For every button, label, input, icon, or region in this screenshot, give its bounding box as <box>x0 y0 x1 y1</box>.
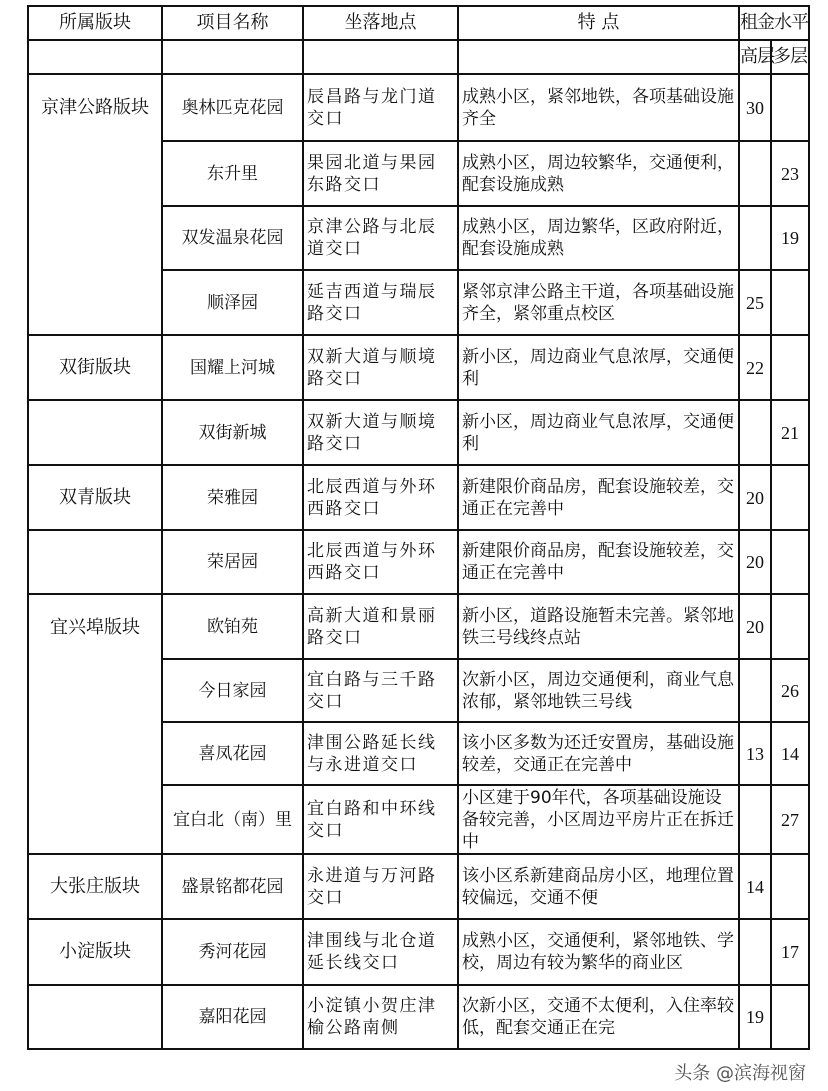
high-cell: 14 <box>739 854 771 919</box>
multi-cell: 19 <box>771 206 809 270</box>
features-cell: 次新小区，交通不太便利，入住率较低，配套交通正在完 <box>458 985 739 1049</box>
block-cell: 京津公路版块 <box>28 74 162 335</box>
location-cell: 津围公路延长线与永进道交口 <box>303 722 458 785</box>
location-cell: 双新大道与顺境路交口 <box>303 335 458 400</box>
features-cell: 新小区，道路设施暂未完善。紧邻地铁三号线终点站 <box>458 594 739 659</box>
location-cell: 宜白路与三千路交口 <box>303 659 458 722</box>
high-cell: 30 <box>739 74 771 141</box>
high-cell: 22 <box>739 335 771 400</box>
name-cell: 荣居园 <box>162 530 303 594</box>
table-row <box>28 465 809 530</box>
subheader-row <box>28 40 809 74</box>
empty-cell <box>28 400 162 465</box>
multi-cell <box>771 594 809 659</box>
features-cell: 该小区多数为还迁安置房，基础设施较差，交通正在完善中 <box>458 722 739 785</box>
table-row <box>28 854 809 919</box>
features-cell: 新小区，周边商业气息浓厚，交通便利 <box>458 335 739 400</box>
name-cell: 盛景铭都花园 <box>162 854 303 919</box>
location-cell: 果园北道与果园东路交口 <box>303 141 458 206</box>
high-cell <box>739 659 771 722</box>
location-cell: 北辰西道与外环西路交口 <box>303 465 458 530</box>
multi-cell <box>771 270 809 335</box>
header-block: 所属版块 <box>28 6 162 40</box>
features-cell: 次新小区，周边交通便利，商业气息浓郁，紧邻地铁三号线 <box>458 659 739 722</box>
header-row <box>28 6 809 40</box>
name-cell: 喜凤花园 <box>162 722 303 785</box>
table-row <box>28 530 809 594</box>
empty-cell <box>303 40 458 74</box>
high-cell <box>739 400 771 465</box>
empty-cell <box>28 530 162 594</box>
header-name: 项目名称 <box>162 6 303 40</box>
high-cell: 19 <box>739 985 771 1049</box>
name-cell: 东升里 <box>162 141 303 206</box>
location-cell: 永进道与万河路交口 <box>303 854 458 919</box>
high-cell: 20 <box>739 530 771 594</box>
name-cell: 宜白北（南）里 <box>162 785 303 854</box>
high-cell: 20 <box>739 594 771 659</box>
high-cell <box>739 785 771 854</box>
header-multi: 多层 <box>771 40 809 74</box>
high-cell <box>739 919 771 985</box>
features-cell: 成熟小区，紧邻地铁，各项基础设施齐全 <box>458 74 739 141</box>
watermark: 头条 @滨海视窗 <box>674 1063 806 1084</box>
high-cell <box>739 206 771 270</box>
header-location: 坐落地点 <box>303 6 458 40</box>
table-row <box>28 594 809 659</box>
location-cell: 宜白路和中环线交口 <box>303 785 458 854</box>
name-cell: 奥林匹克花园 <box>162 74 303 141</box>
features-cell: 小区建于90年代，各项基础设施设备较完善，小区周边平房片正在拆迁中 <box>458 785 739 854</box>
empty-cell <box>458 40 739 74</box>
table-row <box>28 400 809 465</box>
table-row <box>28 985 809 1049</box>
location-cell: 北辰西道与外环西路交口 <box>303 530 458 594</box>
location-cell: 京津公路与北辰道交口 <box>303 206 458 270</box>
features-cell: 新建限价商品房，配套设施较差，交通正在完善中 <box>458 530 739 594</box>
table-row <box>28 335 809 400</box>
location-cell: 双新大道与顺境路交口 <box>303 400 458 465</box>
multi-cell <box>771 530 809 594</box>
location-cell: 延吉西道与瑞辰路交口 <box>303 270 458 335</box>
name-cell: 今日家园 <box>162 659 303 722</box>
name-cell: 双发温泉花园 <box>162 206 303 270</box>
block-cell: 小淀版块 <box>28 919 162 985</box>
empty-cell <box>28 40 162 74</box>
rental-table <box>27 5 810 1050</box>
location-cell: 辰昌路与龙门道交口 <box>303 74 458 141</box>
block-cell: 大张庄版块 <box>28 854 162 919</box>
multi-cell <box>771 985 809 1049</box>
multi-cell: 27 <box>771 785 809 854</box>
multi-cell: 21 <box>771 400 809 465</box>
block-cell: 宜兴埠版块 <box>28 594 162 854</box>
multi-cell <box>771 74 809 141</box>
multi-cell <box>771 854 809 919</box>
header-high: 高层 <box>739 40 771 74</box>
name-cell: 欧铂苑 <box>162 594 303 659</box>
header-rent: 租金水平 <box>739 6 809 40</box>
block-cell: 双街版块 <box>28 335 162 400</box>
multi-cell: 26 <box>771 659 809 722</box>
name-cell: 双街新城 <box>162 400 303 465</box>
high-cell: 13 <box>739 722 771 785</box>
empty-cell <box>28 985 162 1049</box>
block-cell: 双青版块 <box>28 465 162 530</box>
features-cell: 新建限价商品房，配套设施较差，交通正在完善中 <box>458 465 739 530</box>
multi-cell <box>771 465 809 530</box>
multi-cell <box>771 335 809 400</box>
features-cell: 新小区，周边商业气息浓厚，交通便利 <box>458 400 739 465</box>
name-cell: 国耀上河城 <box>162 335 303 400</box>
location-cell: 小淀镇小贺庄津榆公路南侧 <box>303 985 458 1049</box>
features-cell: 成熟小区，周边较繁华，交通便利，配套设施成熟 <box>458 141 739 206</box>
table-row <box>28 919 809 985</box>
name-cell: 嘉阳花园 <box>162 985 303 1049</box>
features-cell: 成熟小区，交通便利，紧邻地铁、学校，周边有较为繁华的商业区 <box>458 919 739 985</box>
table-row <box>28 74 809 141</box>
high-cell <box>739 141 771 206</box>
empty-cell <box>162 40 303 74</box>
header-features: 特 点 <box>458 6 739 40</box>
name-cell: 荣雅园 <box>162 465 303 530</box>
multi-cell: 17 <box>771 919 809 985</box>
location-cell: 津围线与北仓道延长线交口 <box>303 919 458 985</box>
high-cell: 25 <box>739 270 771 335</box>
multi-cell: 23 <box>771 141 809 206</box>
features-cell: 该小区系新建商品房小区，地理位置较偏远，交通不便 <box>458 854 739 919</box>
name-cell: 顺泽园 <box>162 270 303 335</box>
location-cell: 高新大道和景丽路交口 <box>303 594 458 659</box>
high-cell: 20 <box>739 465 771 530</box>
features-cell: 紧邻京津公路主干道，各项基础设施齐全，紧邻重点校区 <box>458 270 739 335</box>
name-cell: 秀河花园 <box>162 919 303 985</box>
multi-cell: 14 <box>771 722 809 785</box>
features-cell: 成熟小区，周边繁华，区政府附近，配套设施成熟 <box>458 206 739 270</box>
